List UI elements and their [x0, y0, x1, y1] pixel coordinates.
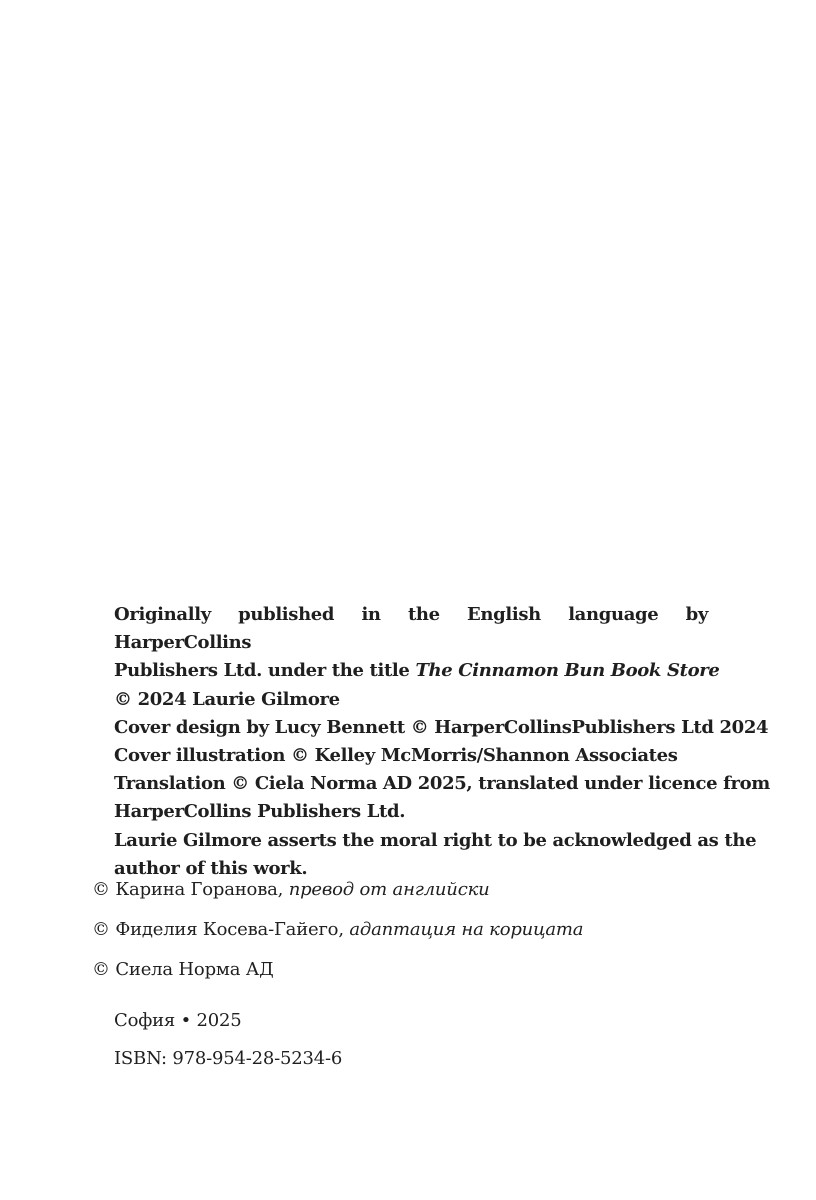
copyright-publisher [92, 956, 583, 996]
english-rights-notice [114, 601, 771, 883]
copyright-holder: © Фиделия Косева-Гайего, [92, 919, 350, 940]
credits-line-original-title [114, 657, 720, 685]
credits-line-licensor: HarperCollins Publishers Ltd. [114, 801, 406, 823]
copyright-holder: © Карина Горанова, [92, 879, 289, 900]
credits-line-translation: Translation © Ciela Norma AD 2025, translated under licence from [114, 773, 771, 795]
copyright-translator [92, 876, 583, 916]
credits-line-moral-right: Laurie Gilmore asserts the moral right to be acknowledged as the [114, 829, 757, 851]
imprint-place-year: София • 2025 [114, 1010, 242, 1031]
original-book-title: The Cinnamon Bun Book Store [415, 660, 720, 682]
credits-line-original-publisher: Originally published in the English language by HarperCollins [114, 604, 708, 654]
isbn: ISBN: 978-954-28-5234-6 [114, 1048, 343, 1069]
credits-line-cover-illustration: Cover illustration © Kelley McMorris/Shannon Associates [114, 745, 678, 767]
credits-line-moral-right-end: author of this work. [114, 857, 308, 879]
copyright-holder: © Сиела Норма АД [92, 959, 274, 980]
bulgarian-copyright-list [92, 876, 583, 996]
imprint [114, 1007, 342, 1083]
copyright-cover-adaptation [92, 916, 583, 956]
credits-line-author-copyright: © 2024 Laurie Gilmore [114, 688, 340, 710]
copyright-role: превод от английски [288, 879, 490, 900]
copyright-role: адаптация на корицата [349, 919, 584, 940]
credits-line-cover-design: Cover design by Lucy Bennett © HarperCollinsPublishers Ltd 2024 [114, 716, 769, 738]
credits-title-prefix: Publishers Ltd. under the title [114, 660, 416, 682]
